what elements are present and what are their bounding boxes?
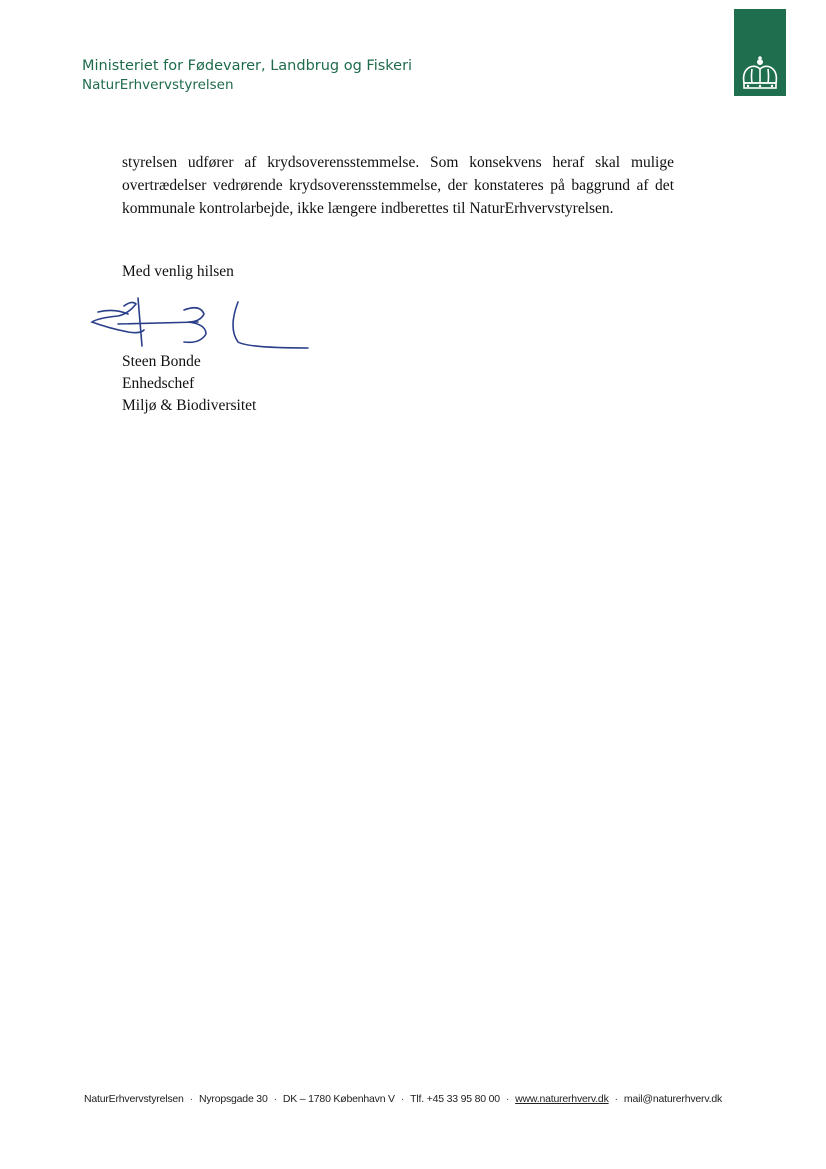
footer-email[interactable]: mail@naturerhverv.dk [623,1093,723,1105]
footer-web-link[interactable]: www.naturerhverv.dk [515,1093,609,1105]
footer-separator: · [189,1093,193,1105]
footer-city: DK – 1780 København V [282,1093,395,1105]
signatory-name: Steen Bonde [122,353,201,370]
ministry-logo [734,9,786,96]
footer-separator: · [400,1093,405,1105]
signatory-title: Enhedschef [122,375,195,392]
signatory-unit: Miljø & Biodiversitet [122,397,257,414]
agency-name: NaturErhvervstyrelsen [82,77,234,93]
footer-separator: · [273,1093,277,1105]
royal-crown-icon [738,53,782,93]
footer-separator: · [614,1093,618,1105]
ministry-name: Ministeriet for Fødevarer, Landbrug og Fiskeri [82,58,413,74]
footer-org: NaturErhvervstyrelsen [84,1093,184,1105]
footer-address: Nyropsgade 30 [198,1093,268,1105]
letterhead [82,56,412,95]
handwritten-signature [88,292,318,354]
signature-block [122,351,256,417]
footer [84,1093,724,1105]
footer-phone: Tlf. +45 33 95 80 00 [410,1093,500,1105]
letter-paragraph: styrelsen udfører af krydsoverensstemmelse. Som konsekvens heraf skal mulige overtrædelser vedrørende krydsoverensstemmelse, der konstateres på baggrund af det kommunale kontrolarbejde, ikke længere indberettes til NaturErhvervstyrelsen. [122,154,674,217]
footer-separator: · [505,1093,510,1105]
closing-salutation: Med venlig hilsen [122,263,234,280]
